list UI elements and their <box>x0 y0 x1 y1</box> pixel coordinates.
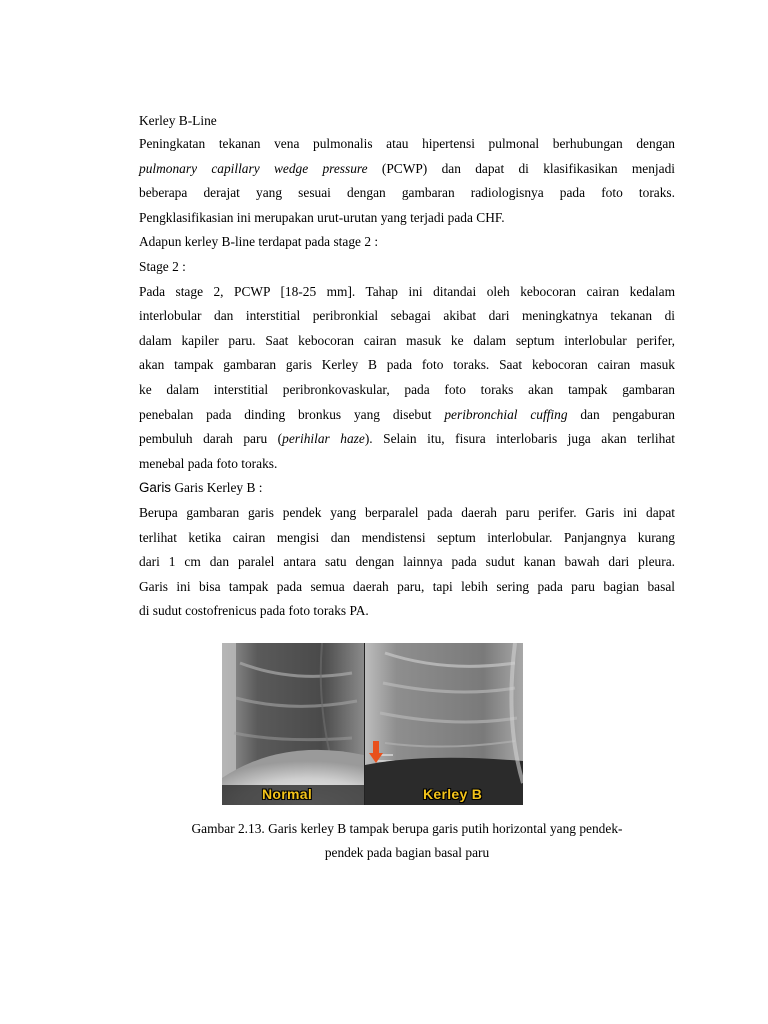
paragraph-line: Berupa gambaran garis pendek yang berparalel pada daerah paru perifer. Garis ini dapat <box>139 504 675 520</box>
figure-caption <box>139 817 675 865</box>
xray-label-normal: Normal <box>262 786 313 802</box>
paragraph-text: penebalan pada dinding bronkus yang disebut <box>139 406 445 422</box>
paragraph-text: (PCWP) dan dapat di klasifikasikan menjadi <box>367 160 675 176</box>
paragraph-stage-2 <box>139 280 675 477</box>
caption-line: pendek pada bagian basal paru <box>324 845 490 860</box>
paragraph-line: menebal pada foto toraks. <box>139 455 278 471</box>
paragraph-line: Pada stage 2, PCWP [18-25 mm]. Tahap ini ditandai oleh kebocoran cairan kedalam <box>139 283 675 299</box>
paragraph-pcwp <box>139 132 675 230</box>
xray-label-kerley-b: Kerley B <box>423 786 483 802</box>
heading-word-sans: Garis <box>139 480 171 496</box>
paragraph-line: di sudut costofrenicus pada foto toraks PA. <box>139 603 369 619</box>
paragraph-line: terlihat ketika cairan mengisi dan mendistensi septum interlobular. Panjangnya kurang <box>139 529 675 545</box>
paragraph-line: ke dalam interstitial peribronkovaskular, pada foto toraks akan tampak gambaran <box>139 381 675 397</box>
section-heading: Kerley B-Line <box>139 113 217 128</box>
paragraph-text: pembuluh darah paru ( <box>139 431 283 447</box>
paragraph-line: interlobular dan interstitial peribronkial sebagai akibat dari meningkatnya tekanan di <box>139 308 675 324</box>
paragraph-line: Pengklasifikasian ini merupakan urut-urutan yang terjadi pada CHF. <box>139 209 505 225</box>
paragraph-line <box>139 157 675 182</box>
paragraph-text: ). Selain itu, fisura interlobaris juga akan terlihat <box>364 431 675 447</box>
paragraph-text: dan pengaburan <box>567 406 675 422</box>
paragraph-line: beberapa derajat yang sesuai dengan gambaran radiologisnya pada foto toraks. <box>139 185 675 201</box>
subsection-heading <box>139 476 675 501</box>
paragraph-line: Peningkatan tekanan vena pulmonalis atau hipertensi pulmonal berhubungan dengan <box>139 136 675 151</box>
intro-line: Adapun kerley B-line terdapat pada stage 2 : <box>139 234 379 250</box>
heading-text: Garis Kerley B : <box>171 480 263 496</box>
paragraph-line: dalam kapiler paru. Saat kebocoran cairan masuk ke dalam septum interlobular perifer, <box>139 332 675 348</box>
stage-label: Stage 2 : <box>139 258 186 274</box>
xray-normal-image <box>222 643 364 805</box>
italic-term-haze: perihilar haze <box>282 431 365 447</box>
paragraph-line: Garis ini bisa tampak pada semua daerah paru, tapi lebih sering pada paru bagian basal <box>139 578 675 594</box>
italic-term-pcwp: pulmonary capillary wedge pressure <box>139 160 368 176</box>
paragraph-line <box>139 403 675 428</box>
xray-figure <box>222 643 523 805</box>
paragraph-kerley-b <box>139 501 675 624</box>
paragraph-line: dari 1 cm dan paralel antara satu dengan lainnya pada sudut kanan bawah dari pleura. <box>139 554 675 570</box>
caption-line: Gambar 2.13. Garis kerley B tampak berupa garis putih horizontal yang pendek- <box>191 821 623 836</box>
paragraph-line <box>139 427 675 452</box>
document-body <box>139 110 675 624</box>
paragraph-line: akan tampak gambaran garis Kerley B pada foto toraks. Saat kebocoran cairan masuk <box>139 357 675 373</box>
xray-kerley-b-image <box>365 643 523 805</box>
italic-term-cuffing: peribronchial cuffing <box>444 406 568 422</box>
